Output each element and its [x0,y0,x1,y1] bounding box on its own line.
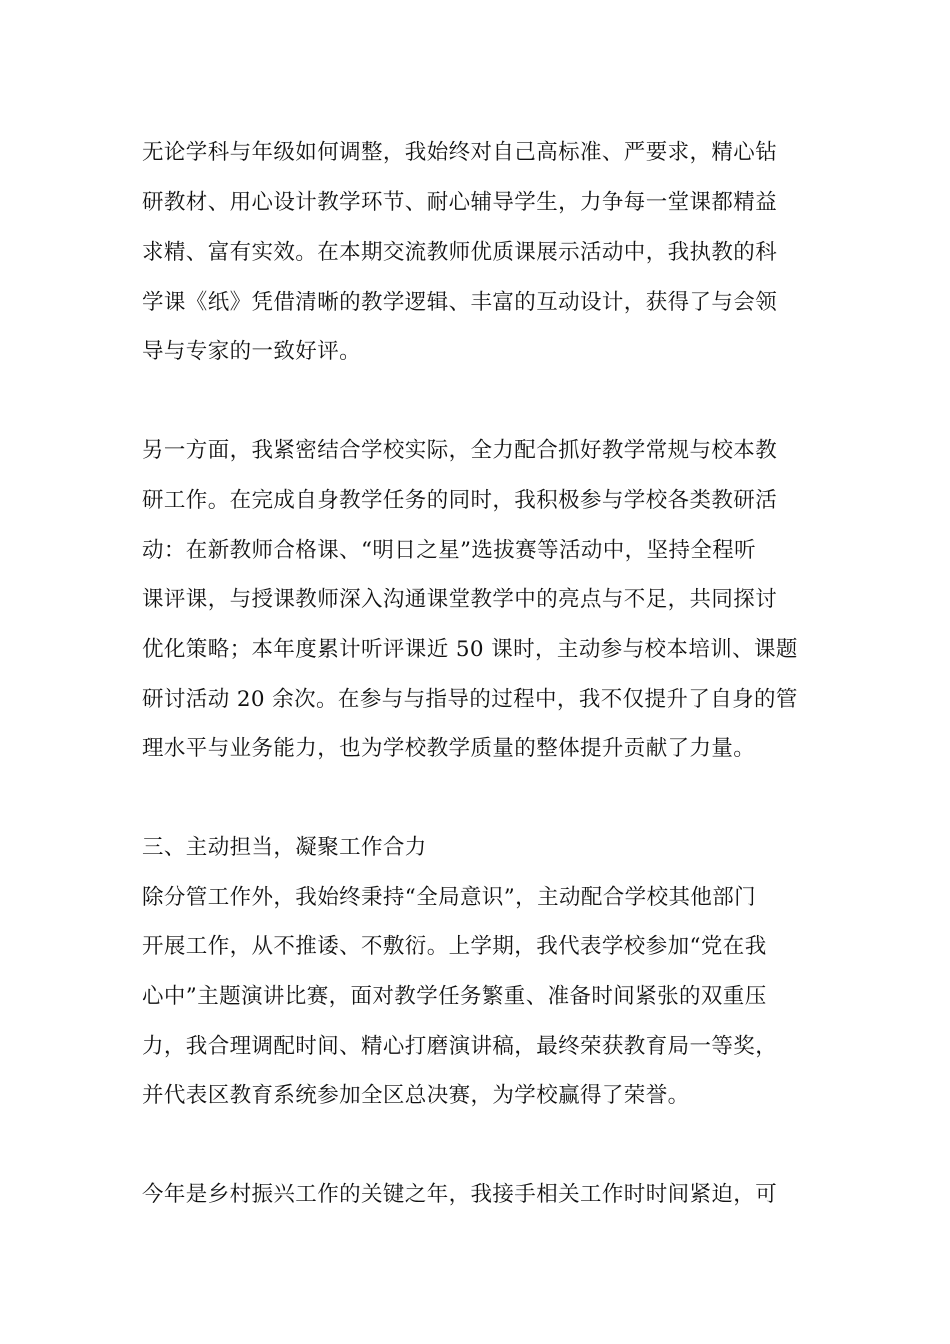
paragraph-line: 力，我合理调配时间、精心打磨演讲稿，最终荣获教育局一等奖， [142,1034,778,1059]
paragraph-line: 导与专家的一致好评。 [142,339,362,364]
paragraph-line: 课评课，与授课教师深入沟通课堂教学中的亮点与不足，共同探讨 [142,587,778,612]
paragraph-line: 优化策略；本年度累计听评课近 50 课时，主动参与校本培训、课题 [142,637,798,662]
paragraph-line: 理水平与业务能力，也为学校教学质量的整体提升贡献了力量。 [142,736,756,761]
paragraph-line: 动：在新教师合格课、“明日之星”选拔赛等活动中，坚持全程听 [142,538,757,563]
paragraph-line: 无论学科与年级如何调整，我始终对自己高标准、严要求，精心钻 [142,140,778,165]
paragraph-line: 学课《纸》凭借清晰的教学逻辑、丰富的互动设计，获得了与会领 [142,290,778,315]
paragraph-line: 并代表区教育系统参加全区总决赛，为学校赢得了荣誉。 [142,1083,690,1108]
section-heading: 三、主动担当，凝聚工作合力 [142,835,427,860]
paragraph-line: 求精、富有实效。在本期交流教师优质课展示活动中，我执教的科 [142,240,778,265]
paragraph-line: 研工作。在完成自身教学任务的同时，我积极参与学校各类教研活 [142,488,778,513]
paragraph-line: 开展工作，从不推诿、不敷衍。上学期，我代表学校参加“党在我 [142,934,767,959]
paragraph-line: 研讨活动 20 余次。在参与与指导的过程中，我不仅提升了自身的管 [142,687,798,712]
paragraph-line: 今年是乡村振兴工作的关键之年，我接手相关工作时时间紧迫，可 [142,1182,778,1207]
paragraph-line: 另一方面，我紧密结合学校实际，全力配合抓好教学常规与校本教 [142,438,778,463]
paragraph-line: 研教材、用心设计教学环节、耐心辅导学生，力争每一堂课都精益 [142,190,778,215]
paragraph-line: 除分管工作外，我始终秉持“全局意识”，主动配合学校其他部门 [142,885,757,910]
paragraph-line: 心中”主题演讲比赛，面对教学任务繁重、准备时间紧张的双重压 [142,984,767,1009]
